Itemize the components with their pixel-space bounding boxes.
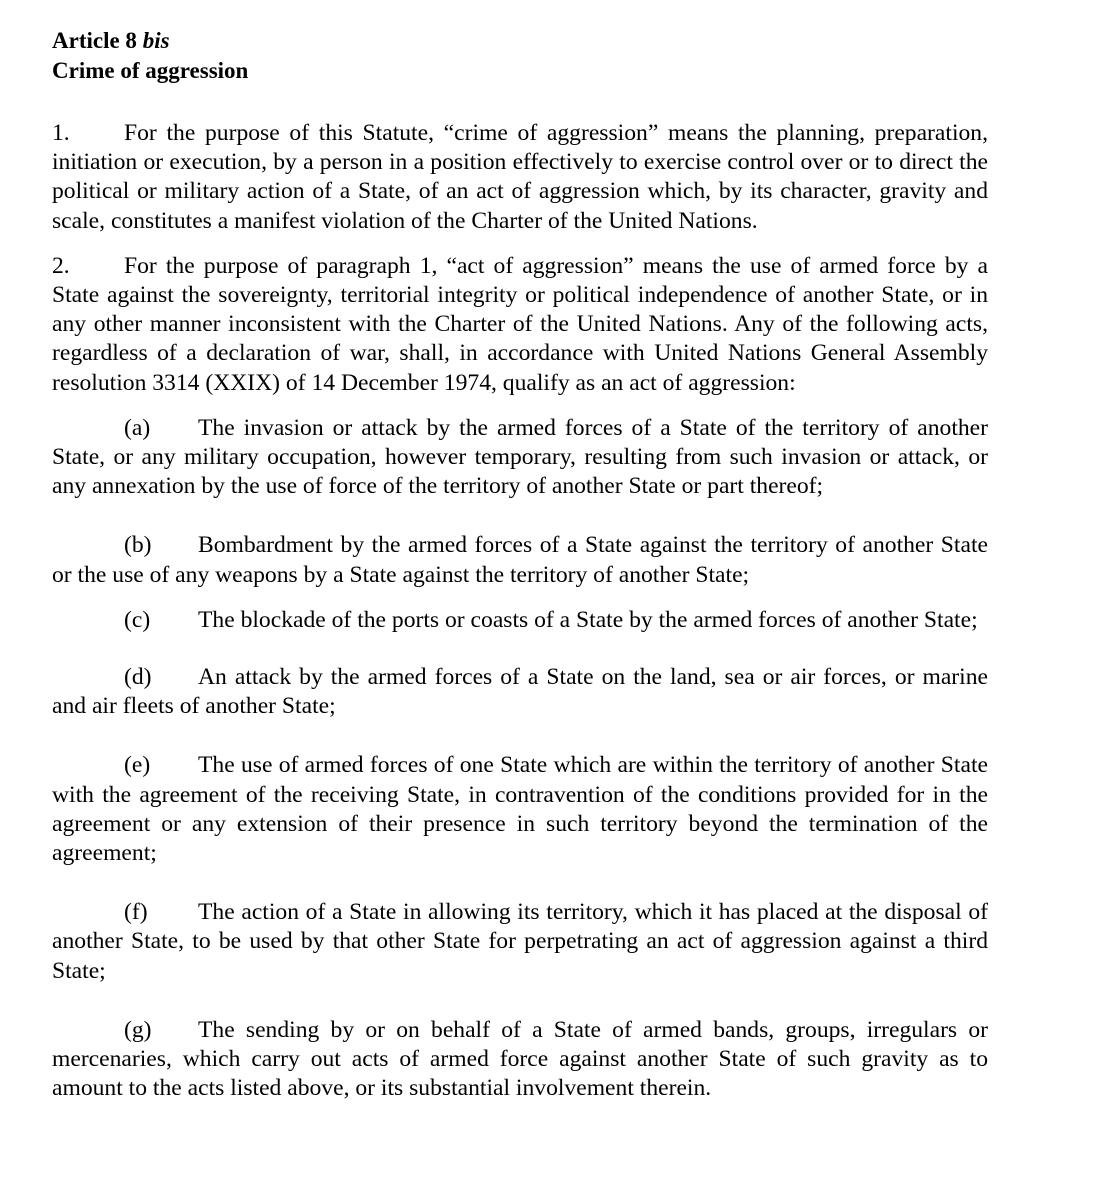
- subparagraph-label: (e): [124, 752, 151, 779]
- subparagraph-label: (c): [124, 606, 151, 633]
- paragraph-number: 2.: [52, 252, 70, 279]
- subparagraph-text: Bombardment by the armed forces of a State against the territory of another State or the use of any weapons by a State against the territory of another State;: [52, 532, 988, 588]
- subparagraph-label: (b): [124, 532, 152, 559]
- subparagraph-text: The blockade of the ports or coasts of a State by the armed forces of another State;: [198, 606, 978, 633]
- subparagraph-c: [52, 606, 988, 635]
- paragraph-2: [52, 252, 988, 398]
- subparagraph-text: An attack by the armed forces of a State on the land, sea or air forces, or marine and air fleets of another State;: [52, 664, 988, 720]
- subparagraph-label: (a): [124, 414, 151, 441]
- paragraph-number: 1.: [52, 120, 70, 146]
- paragraph-text: For the purpose of paragraph 1, “act of aggression” means the use of armed force by a State against the sovereignty, territorial integrity or political independence of another State, or in any other manner inconsistent with the Charter of the United Nations. Any of the following acts, regardless of a declaration of war, shall, in accordance with United Nations General Assembly resolution 3314 (XXIX) of 14 December 1974, qualify as an act of aggression:: [52, 252, 988, 396]
- subparagraph-label: (f): [124, 899, 148, 926]
- paragraph-1: [52, 119, 988, 236]
- subparagraph-text: The sending by or on behalf of a State of armed bands, groups, irregulars or mercenaries, which carry out acts of armed force against another State of such gravity as to amount to the acts listed above, or its substantial involvement therein.: [52, 1016, 988, 1102]
- subparagraph-g: [52, 1016, 988, 1104]
- article-subtitle: Crime of aggression: [52, 58, 249, 83]
- article-heading: [52, 26, 988, 86]
- subparagraph-text: The action of a State in allowing its territory, which it has placed at the disposal of another State, to be used by that other State for perpetrating an act of aggression against a third State;: [52, 899, 988, 984]
- article-title-bis: bis: [142, 28, 170, 53]
- subparagraph-b: [52, 531, 988, 589]
- subparagraph-f: [52, 898, 988, 986]
- subparagraph-d: [52, 663, 988, 721]
- article-title: Article 8 bis: [52, 28, 170, 53]
- subparagraph-e: [52, 751, 988, 868]
- subparagraph-text: The invasion or attack by the armed forces of a State of the territory of another State, or any military occupation, however temporary, resulting from such invasion or attack, or any annexation by the use of force of the territory of another State or part thereof;: [52, 414, 988, 500]
- subparagraph-text: The use of armed forces of one State which are within the territory of another State with the agreement of the receiving State, in contravention of the conditions provided for in the agreement or any extension of their presence in such territory beyond the termination of the agreement;: [52, 752, 988, 867]
- paragraph-text: For the purpose of this Statute, “crime of aggression” means the planning, preparation, initiation or execution, by a person in a position effectively to exercise control over or to direct the political or military action of a State, of an act of aggression which, by its character, gravity and scale, constitutes a manifest violation of the Charter of the United Nations.: [52, 120, 988, 234]
- subparagraph-label: (d): [124, 664, 152, 691]
- subparagraph-label: (g): [124, 1016, 152, 1043]
- subparagraph-a: [52, 414, 988, 502]
